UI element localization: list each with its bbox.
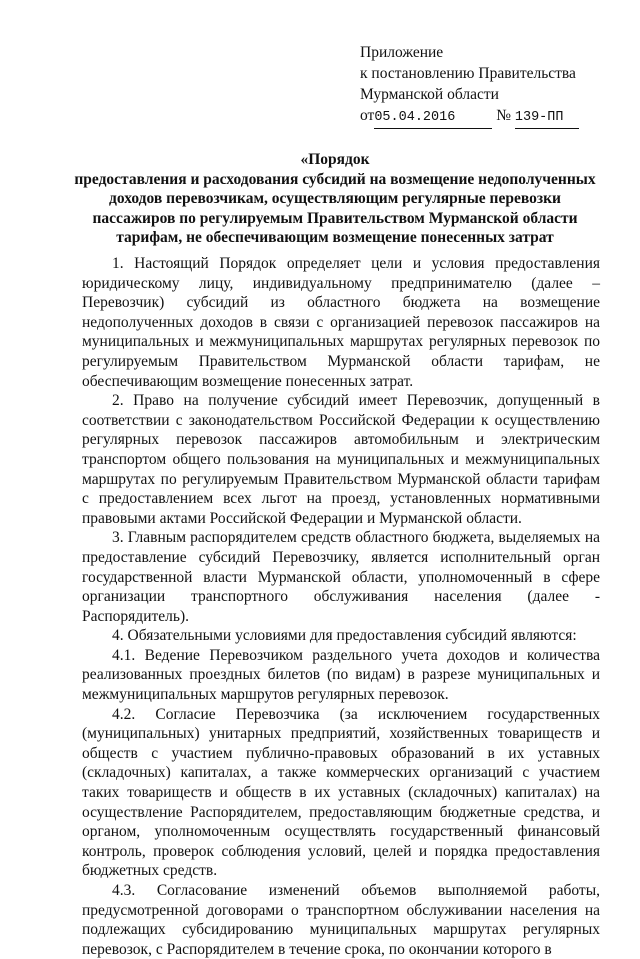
paragraph-1: 1. Настоящий Порядок определяет цели и условия предоставления юридическому лицу, индивидуальному предпринимателю (далее – Перевозчик) субсидий из областного бюджета на возмещение недополученных доходов в связи с организацией перевозок пассажиров на муниципальных и межмуниципальных маршрутах регулярных перевозок по регулируемым Правительством Мурманской области тарифам, не обеспечивающим возмещение понесенных затрат. xyxy=(82,255,600,390)
number-value: 139-ПП xyxy=(514,110,564,125)
paragraph-4-1: 4.1. Ведение Перевозчиком раздельного учета доходов и количества реализованных проездных билетов (по видам) в разрезе муниципальных и межмуниципальных маршрутов регулярных перевозок. xyxy=(82,646,600,704)
from-label: от xyxy=(360,107,375,124)
number-field xyxy=(515,105,579,129)
title-line: предоставления и расходования субсидий на возмещение недополученных xyxy=(74,170,596,188)
appendix-resolution-label: к постановлению Правительства xyxy=(360,65,576,82)
date-value: 05.04.2016 xyxy=(374,110,456,125)
document-body xyxy=(82,254,600,959)
paragraph-4-3: 4.3. Согласование изменений объемов выполняемой работы, предусмотренной договорами о транспортном обслуживании населения на подлежащих субсидированию муниципальных маршрутах регулярных перевозок, с Распорядителем в течение срока, по окончании которого в xyxy=(82,882,600,958)
paragraph-2: 2. Право на получение субсидий имеет Перевозчик, допущенный в соответствии с законодательством Российской Федерации к осуществлению регулярных перевозок пассажиров автомобильным и электрическим транспортом общего пользования на муниципальных и межмуниципальных маршрутах по регулируемым Правительством Мурманской области тарифам с предоставлением всех льгот на проезд, установленных нормативными правовыми актами Российской Федерации и Мурманской области. xyxy=(82,392,600,527)
appendix-region-label: Мурманской области xyxy=(360,86,499,103)
title-line: тарифам, не обеспечивающим возмещение понесенных затрат xyxy=(116,229,554,246)
date-field xyxy=(374,105,492,129)
appendix-block xyxy=(360,42,579,129)
title-line: доходов перевозчикам, осуществляющим регулярные перевозки xyxy=(109,190,561,207)
paragraph-4: 4. Обязательными условиями для предоставления субсидий являются: xyxy=(112,627,577,645)
title-line: «Порядок xyxy=(300,151,370,168)
appendix-heading: Приложение xyxy=(360,44,444,61)
paragraph-3: 3. Главным распорядителем средств областного бюджета, выделяемых на предоставление субсидий Перевозчику, является исполнительный орган государственной власти Мурманской области, уполномоченный в сфере организации транспортного обслуживания населения (далее - Распорядитель). xyxy=(82,529,600,625)
paragraph-4-2: 4.2. Согласие Перевозчика (за исключением государственных (муниципальных) унитарных предприятий, хозяйственных товариществ и обществ с участием публично-правовых образований в их уставных (складочных) капиталах, а также коммерческих организаций с участием таких товариществ и обществ в их уставных (складочных) капиталах) на осуществление Распорядителем, предоставляющим бюджетные средства, и органом, уполномоченным осуществлять государственный финансовый контроль, проверок соблюдения условий, целей и порядка предоставления бюджетных средств. xyxy=(82,705,600,880)
appendix-date-number-line xyxy=(360,105,579,129)
title-line: пассажиров по регулируемым Правительством Мурманской области xyxy=(92,209,578,227)
number-label: № xyxy=(496,107,511,124)
document-title xyxy=(70,150,600,248)
